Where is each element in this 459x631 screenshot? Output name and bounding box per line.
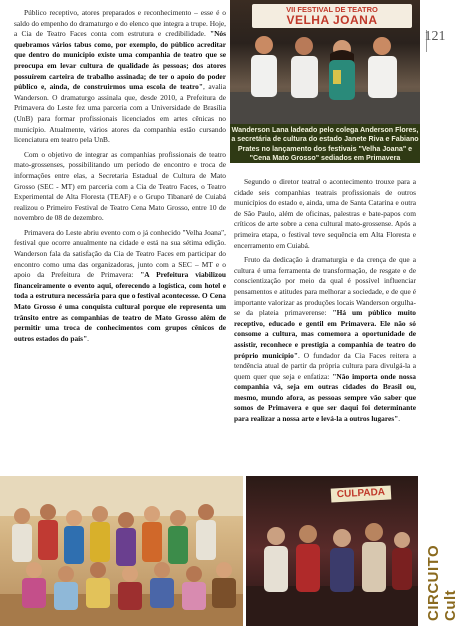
photo-caption: Wanderson Lana ladeado pelo colega Anderson Flores, a secretária de cultura do estado Janete Riva e Fabiano Prates no lançamento dos festivais "Velha Joana" e "Cena Mato Grosso" sediados em Primavera bbox=[231, 126, 419, 163]
paragraph-5-intro: Fruto da dedicação à dramaturgia e da crença de que a cultura é uma ferramenta de transformação, de resgate e de conscientização por meio da qual é possível influenciar pensamentos e atitudes para melhorar a sociedade, e de que é importante valorizar as produções locais Wanderson orgulha-se da plateia primaverense: bbox=[234, 255, 416, 318]
paragraph-1 bbox=[14, 8, 226, 146]
circuito-cult-logo bbox=[418, 530, 459, 622]
page-number: 121 bbox=[424, 29, 446, 44]
paragraph-3 bbox=[14, 228, 226, 345]
paragraph-1-rest: , avalia Wanderson. O dramaturgo assinala que, desde 2010, a Prefeitura de Primavera do Leste fez uma parceria com a Universidade de Brasília (UnB) para formar profissionais licenciados em artes cênicas no município. Atualmente, vários atores da companhia estão cursando licenciatura em teatro pela UnB. bbox=[14, 82, 226, 145]
paragraph-2: Com o objetivo de integrar as companhias profissionais de teatro mato-grossenses, possibilitando um período de encontro e troca de informações entre elas, a Secretaria Estadual de Cultura de Mato Grosso (SEC - MT) em parceria com a Cia de Teatro Faces, o Teatro Experimental de Alta Floresta (TEAF) e o Grupo Tibanaré de Cuiabá realizou o Primeiro Festival de Teatro Cena Mato Grosso, entre 10 de novembro de 08 de dezembro. bbox=[14, 149, 226, 223]
quote-primavera: "Não importa onde nossa companhia vá, seja em outras cidades do Brasil ou, mesmo, mundo afora, as pessoas sempre vão saber que somos de Primavera e que ser daqui foi determinante para realizar a nossa arte e levá-la a outros lugares" bbox=[234, 371, 416, 424]
quote-tabus: "Nós quebramos vários tabus como, por exemplo, do público acreditar que dentro do município existe uma companhia de teatro que se preocupa em levar cultura de qualidade às pessoas; dos atores possuírem carteira de trabalho assinada; de ter o apoio do poder público e, ainda, de construirmos uma escola de teatro" bbox=[14, 29, 226, 92]
culpada-sign: CULPADA bbox=[331, 485, 392, 502]
paragraph-3-intro: Primavera do Leste abriu evento com o já conhecido "Velha Joana", festival que ocorre anualmente na cidade e está na sua sétima edição. Wanderson fala da satisfação da Cia de Teatro Faces em participar do encontro como uma das organizadoras, junto com a SEC – MT e o apoio da Prefeitura de Primavera: bbox=[14, 227, 226, 280]
paragraph-3-end: . bbox=[87, 333, 90, 343]
paragraph-5-end: . bbox=[398, 414, 401, 424]
paragraph-5-middle: . O fundador da Cia Faces reitera a tendência atual de partir da própria cultura para divulgá-la a quem quer que seja e enfatiza: bbox=[234, 350, 416, 381]
banner-line-2: VELHA JOANA bbox=[286, 13, 378, 27]
quote-publico: "Há um público muito receptivo, educado e gentil em Primavera. Ele não só consome a cultura, mas comemora a oportunidade de assistir, reconhece e prestigia a companhia de teatro do próprio município" bbox=[234, 308, 416, 360]
cast-group-photo bbox=[0, 476, 243, 626]
festival-launch-photo bbox=[230, 0, 420, 124]
stage-performance-photo bbox=[246, 476, 418, 626]
paragraph-4: Segundo o diretor teatral o acontecimento trouxe para a cidade seis companhias teatrais profissionais de outros municípios do estado e, ainda, uma de Santa Catarina e outra de São Paulo, além de oficinas, palestras e bate-papos com críticos de arte sobre a cena cultural mato-grossense. Após a primeira etapa, o festival teve sequência em Alta Floresta e encerramento em Cuiabá. bbox=[234, 177, 416, 250]
article-right-column bbox=[234, 177, 416, 475]
paragraph-1-intro: Público receptivo, atores preparados e reconhecimento – esse é o saldo do empenho do dramaturgo e do elenco que integra a trupe. Hoje, a Cia de Teatro Faces conta com estrutura e credibilidade. bbox=[14, 8, 226, 39]
paragraph-5 bbox=[234, 255, 416, 425]
quote-prefeitura: "A Prefeitura viabilizou financeiramente o evento aqui, oferecendo a logística, com hotel e toda a estrutura necessária para que o festival acontecesse. O Cena Mato Grosso é uma conquista cultural porque ele representa um trânsito entre as companhias de teatro de Mato Grosso além de permitir uma troca de conhecimentos com grupos cênicos de outros estados do país" bbox=[14, 270, 227, 343]
festival-banner bbox=[252, 4, 412, 28]
article-left-column bbox=[14, 8, 226, 470]
cast-group-figures bbox=[0, 476, 243, 626]
banner-line-1: VII FESTIVAL DE TEATRO bbox=[286, 5, 378, 14]
brand-logo-text: CIRCUITO Cult bbox=[425, 544, 459, 621]
